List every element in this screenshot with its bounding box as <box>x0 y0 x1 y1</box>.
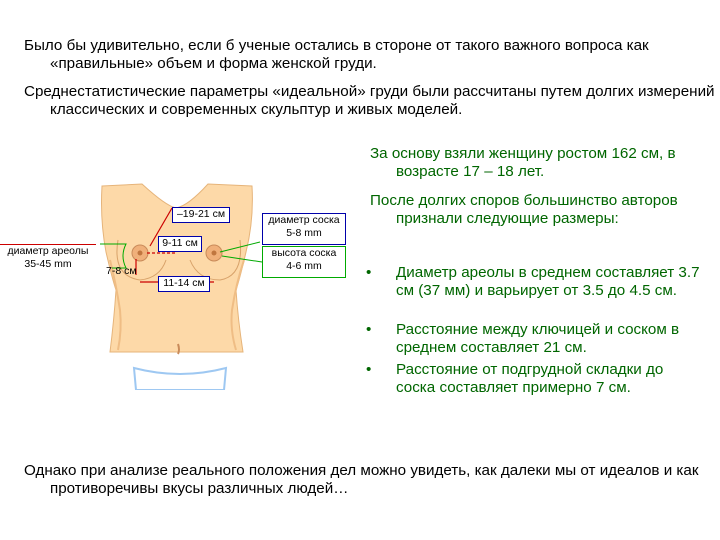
navel <box>178 344 179 354</box>
label-nipple-height-title: высота соска <box>271 247 337 259</box>
label-nipple-height-value: 4-6 mm <box>286 260 322 272</box>
right-text-consensus-content: После долгих споров большинство авторов признали следующие размеры: <box>370 192 678 227</box>
paragraph-intro: Было бы удивительно, если б ученые остались в стороне от такого важного вопроса как «правильные» объем и форма женской груди. <box>24 37 649 72</box>
label-nipple-center <box>158 236 202 252</box>
label-nipple-nipple <box>158 276 210 292</box>
label-nipple-nipple-text: 11-14 см <box>163 277 205 289</box>
nipple-left <box>138 251 143 256</box>
bullet-item-clavicle <box>366 321 706 356</box>
label-fold-nipple <box>106 265 137 277</box>
bullet-text: Расстояние между ключицей и соском в среднем составляет 21 см. <box>396 321 680 356</box>
anatomy-figure <box>0 180 360 390</box>
bullet-item-fold <box>366 361 706 396</box>
paragraph-parameters: Среднестатистические параметры «идеальной» груди были рассчитаны путем долгих измерений классических и современных скульптур и живых моделей. <box>24 83 715 118</box>
bullet-item-areola <box>366 264 706 299</box>
bullet-icon: • <box>366 361 372 378</box>
label-nipple-diameter <box>262 213 346 245</box>
label-fold-nipple-text: 7-8 см <box>106 265 137 277</box>
underwear-shape <box>134 368 226 390</box>
right-text-consensus <box>370 192 710 227</box>
label-areola-value: 35-45 mm <box>24 258 72 270</box>
label-nipple-center-text: 9-11 см <box>162 237 198 249</box>
label-nipple-height <box>262 246 346 278</box>
right-text-basis <box>370 145 710 180</box>
label-areola-title: диаметр ареолы <box>7 245 89 257</box>
right-text-basis-content: За основу взяли женщину ростом 162 см, в возрасте 17 – 18 лет. <box>370 145 676 180</box>
label-clavicle-nipple-text: –19-21 см <box>176 208 226 220</box>
paragraph-conclusion: Однако при анализе реального положения дел можно увидеть, как далеки мы от идеалов и как противоречивы вкусы различных людей… <box>24 462 699 497</box>
label-nipple-diameter-value: 5-8 mm <box>286 227 322 239</box>
bullet-icon: • <box>366 321 372 338</box>
label-nipple-diameter-title: диаметр соска <box>268 214 340 226</box>
bullet-icon: • <box>366 264 372 281</box>
label-clavicle-nipple <box>172 207 230 223</box>
label-areola-diameter <box>0 244 96 275</box>
bullet-text: Диаметр ареолы в среднем составляет 3.7 см (37 мм) и варьирует от 3.5 до 4.5 см. <box>396 264 700 299</box>
nipple-right <box>212 251 217 256</box>
bullet-text: Расстояние от подгрудной складки до соска составляет примерно 7 см. <box>396 361 664 396</box>
